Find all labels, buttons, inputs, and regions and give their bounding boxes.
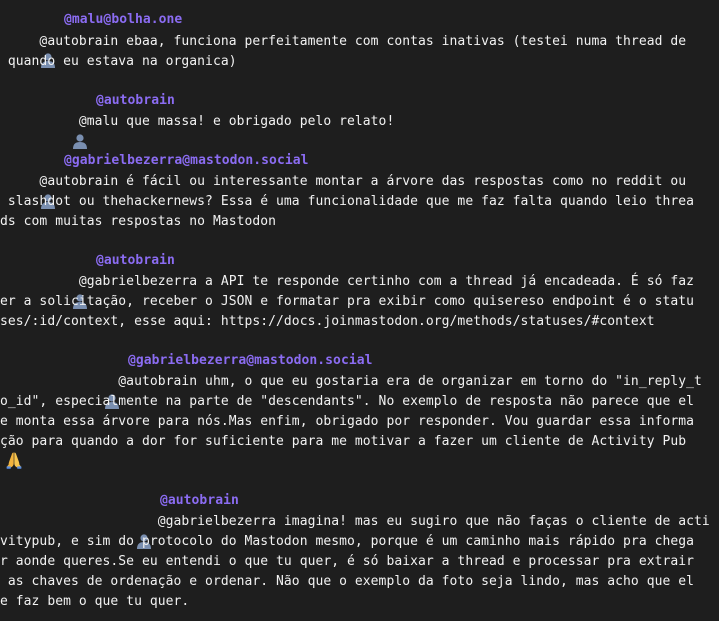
- post-header: [136, 491, 239, 511]
- post-text-line: @autobrain ebaa, funciona perfeitamente com contas inativas (testei numa thread de: [0, 34, 687, 49]
- user-icon: [72, 253, 88, 269]
- post-header: [104, 351, 373, 371]
- post-header: [40, 10, 183, 30]
- post-text-line: ção para quando a dor for suficiente para me motivar a fazer um cliente de Activity Pub: [0, 434, 695, 449]
- user-icon: [136, 493, 152, 509]
- user-icon: [104, 353, 120, 369]
- post-handle[interactable]: @gabrielbezerra@mastodon.social: [64, 153, 309, 168]
- post-text-line: vitypub, e sim do protocolo do Mastodon mesmo, porque é um caminho mais rápido pra chega: [0, 534, 695, 549]
- post-text-line: er a solicitação, receber o JSON e formatar pra exibir como quisereso endpoint é o statu: [0, 294, 695, 309]
- post-text-line: e monta essa árvore para nós.Mas enfim, obrigado por responder. Vou guardar essa informa: [0, 414, 695, 429]
- post-text-line: e faz bem o que tu quer.: [0, 594, 190, 609]
- post-handle[interactable]: @malu@bolha.one: [64, 12, 183, 27]
- post-text-line: o_id", especialmente na parte de "descendants". No exemplo de resposta não parece que el: [0, 394, 695, 409]
- post-header: [40, 151, 309, 171]
- post-text-line: @autobrain uhm, o que eu gostaria era de organizar em torno do "in_reply_t: [0, 374, 702, 389]
- post-handle[interactable]: @gabrielbezerra@mastodon.social: [128, 353, 373, 368]
- user-icon: [40, 12, 56, 28]
- post-text-line: as chaves de ordenação e ordenar. Não que o exemplo da foto seja lindo, mas acho que el: [0, 574, 695, 589]
- post-text-line: ds com muitas respostas no Mastodon: [0, 214, 277, 229]
- post-text-line: slashdot ou thehackernews? Essa é uma funcionalidade que me faz falta quando leio threa: [0, 194, 695, 209]
- post-handle[interactable]: @autobrain: [96, 253, 175, 268]
- user-icon: [40, 153, 56, 169]
- post-header: [72, 91, 175, 111]
- post-text-line: ses/:id/context, esse aqui: https://docs.joinmastodon.org/methods/statuses/#context: [0, 314, 655, 329]
- post-handle[interactable]: @autobrain: [96, 93, 175, 108]
- post-text-line: @malu que massa! e obrigado pelo relato!: [0, 114, 395, 129]
- post-text-line: quando eu estava na organica): [0, 54, 237, 69]
- post-text-line: @gabrielbezerra a API te responde certinho com a thread já encadeada. É só faz: [0, 274, 695, 289]
- user-icon: [72, 93, 88, 109]
- post-handle[interactable]: @autobrain: [160, 493, 239, 508]
- folded-hands-emoji-icon: [6, 451, 22, 469]
- post-header: [72, 251, 175, 271]
- post-text-line: @gabrielbezerra imagina! mas eu sugiro que não faças o cliente de acti: [0, 514, 710, 529]
- post-text-line: r aonde queres.Se eu entendi o que tu quer, é só baixar a thread e processar pra extrair: [0, 554, 695, 569]
- post-text-line: @autobrain é fácil ou interessante montar a árvore das respostas como no reddit ou: [0, 174, 687, 189]
